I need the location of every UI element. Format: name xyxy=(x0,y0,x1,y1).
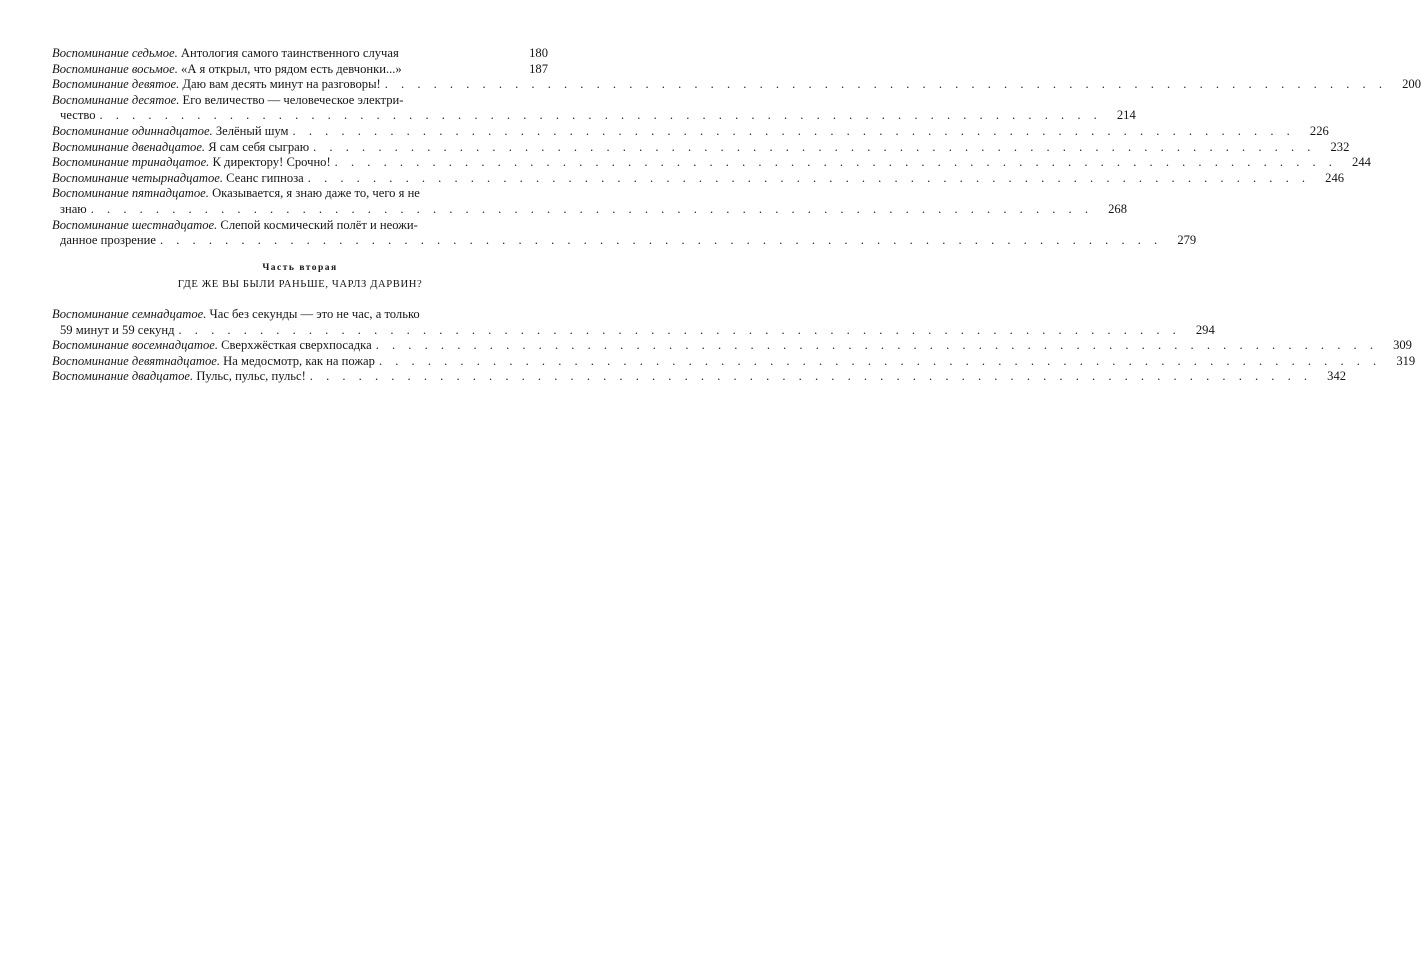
entry-label: Воспоминание пятнадцатое. xyxy=(52,186,209,201)
toc-entry xyxy=(52,62,548,78)
entry-page-number: 187 xyxy=(529,61,548,76)
entry-title: Оказывается, я знаю даже то, чего я не xyxy=(212,186,420,201)
dot-leader xyxy=(289,124,1295,140)
entry-page-number: 214 xyxy=(1116,108,1136,123)
dot-leader xyxy=(375,354,1381,370)
entry-title-continued: чество xyxy=(60,108,96,123)
entry-page-number: 342 xyxy=(1327,369,1347,384)
entry-label: Воспоминание двенадцатое. xyxy=(52,139,206,154)
toc-entry xyxy=(52,77,1421,93)
entry-page-number: 319 xyxy=(1396,353,1416,368)
entry-page-number: 232 xyxy=(1330,139,1350,154)
entry-label: Воспоминание десятое. xyxy=(52,92,180,107)
toc-entry xyxy=(52,123,1329,140)
entry-label: Воспоминание восемнадцатое. xyxy=(52,338,218,353)
entry-label: Воспоминание тринадцатое. xyxy=(52,155,210,170)
toc-part-two xyxy=(52,307,1416,385)
part-title: ГДЕ ЖЕ ВЫ БЫЛИ РАНЬШЕ, ЧАРЛЗ ДАРВИН? xyxy=(177,279,423,290)
toc-entry xyxy=(52,338,1412,354)
entry-title: Даю вам десять минут на разговоры! xyxy=(182,77,381,92)
entry-title-continued: данное прозрение xyxy=(60,233,156,248)
entry-title: Слепой космический полёт и неожи- xyxy=(220,217,418,232)
dot-leader xyxy=(96,108,1102,124)
dot-leader xyxy=(381,77,1387,93)
entry-title: Его величество — человеческое электри- xyxy=(182,92,404,107)
toc-entry xyxy=(52,307,1215,338)
dot-leader xyxy=(175,323,1181,339)
toc-entry xyxy=(52,46,548,62)
dot-leader xyxy=(304,171,1310,187)
entry-label: Воспоминание восьмое. xyxy=(52,61,178,76)
entry-page-number: 246 xyxy=(1325,170,1345,185)
entry-page-number: 180 xyxy=(529,46,548,60)
toc-entry xyxy=(52,186,1127,217)
entry-title: «А я открыл, что рядом есть девчонки...» xyxy=(181,61,402,76)
part-two-heading xyxy=(0,262,600,292)
dot-leader xyxy=(306,369,1312,385)
entry-label: Воспоминание девятое. xyxy=(52,77,180,92)
dot-leader xyxy=(331,155,1337,171)
entry-title: Антология самого таинственного случая xyxy=(180,46,399,60)
toc-entry xyxy=(52,217,1197,249)
entry-label: Воспоминание четырнадцатое. xyxy=(52,170,223,185)
dot-leader xyxy=(156,233,1162,249)
toc-entry xyxy=(52,92,1136,124)
entry-title: Час без секунды — это не час, а только xyxy=(209,307,420,321)
entry-page-number: 309 xyxy=(1393,338,1412,353)
toc-entry xyxy=(52,170,1345,187)
toc-entry xyxy=(52,353,1416,370)
entry-page-number: 200 xyxy=(1402,77,1421,92)
entry-title: Сеанс гипноза xyxy=(226,170,304,185)
entry-title: Зелёный шум xyxy=(215,123,289,138)
part-label: Часть вторая xyxy=(262,263,338,273)
toc-part-one xyxy=(52,46,1421,249)
entry-label: Воспоминание девятнадцатое. xyxy=(52,353,221,368)
entry-page-number: 294 xyxy=(1195,322,1215,337)
dot-leader xyxy=(309,140,1315,156)
entry-title: К директору! Срочно! xyxy=(212,155,331,170)
toc-entry xyxy=(52,155,1371,171)
entry-label: Воспоминание одиннадцатое. xyxy=(52,123,213,138)
entry-page-number: 268 xyxy=(1108,201,1127,216)
entry-title: На медосмотр, как на пожар xyxy=(223,353,375,368)
dot-leader xyxy=(372,338,1378,354)
entry-title-continued: 59 минут и 59 секунд xyxy=(60,322,175,337)
entry-page-number: 226 xyxy=(1309,123,1329,138)
entry-label: Воспоминание шестнадцатое. xyxy=(52,217,218,232)
entry-page-number: 279 xyxy=(1177,233,1197,248)
toc-entry xyxy=(52,139,1350,156)
entry-title-continued: знаю xyxy=(60,201,87,216)
toc-entry xyxy=(52,369,1347,385)
entry-label: Воспоминание семнадцатое. xyxy=(52,307,207,321)
entry-title: Я сам себя сыграю xyxy=(208,139,310,154)
entry-label: Воспоминание двадцатое. xyxy=(52,369,194,384)
entry-page-number: 244 xyxy=(1352,155,1371,170)
entry-title: Сверхжёсткая сверхпосадка xyxy=(221,338,372,353)
entry-title: Пульс, пульс, пульс! xyxy=(196,369,306,384)
dot-leader xyxy=(87,202,1093,218)
entry-label: Воспоминание седьмое. xyxy=(52,46,178,60)
